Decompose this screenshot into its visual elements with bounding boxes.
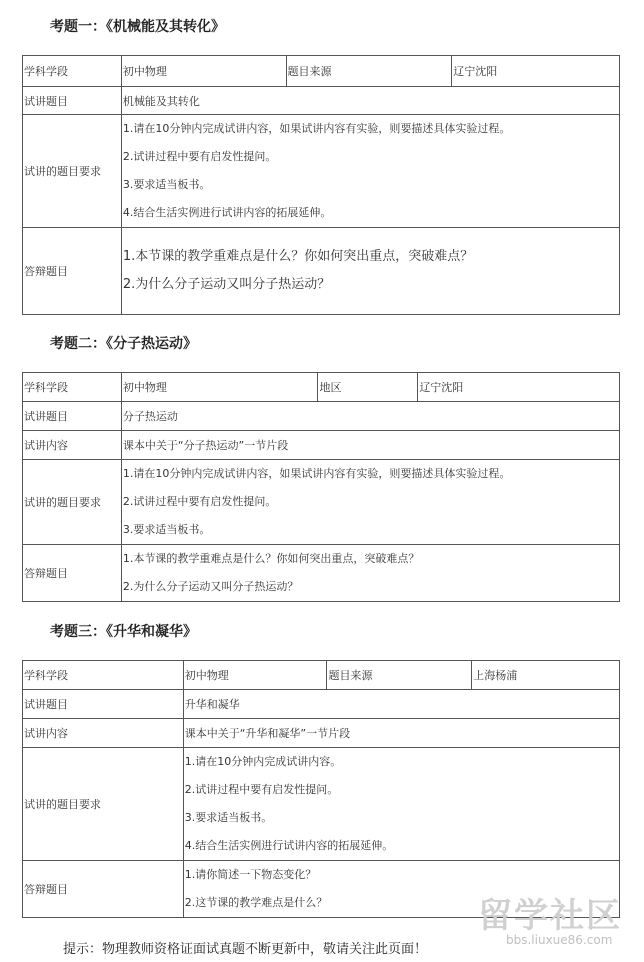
- list-item: 3.要求适当板书。: [122, 523, 211, 536]
- topic1-cell-subject-value: 初中物理: [121, 56, 286, 87]
- topic2-heading-prefix: 考题二：: [50, 336, 106, 352]
- topic2-cell-req-list: [121, 460, 619, 545]
- topic3-cell-title-label: 试讲题目: [23, 690, 184, 719]
- topic1-heading-prefix: 考题一：: [50, 19, 106, 35]
- list-item: 1.请在10分钟内完成试讲内容。: [184, 755, 342, 768]
- topic1-cell-req-list: [121, 115, 619, 228]
- topic3-table: [22, 660, 620, 918]
- topic2-cell-subject-label: 学科学段: [23, 373, 122, 402]
- list-item: 2.试讲过程中要有启发性提问。: [184, 783, 339, 796]
- list-item: 1.请你简述一下物态变化？: [184, 868, 317, 881]
- list-item: 2.试讲过程中要有启发性提问。: [122, 495, 277, 508]
- topic3-heading: [50, 621, 197, 641]
- topic3-cell-subject-value: 初中物理: [183, 661, 327, 690]
- list-item: 3.要求适当板书。: [184, 811, 273, 824]
- topic3-cell-title-value: 升华和凝华: [183, 690, 619, 719]
- topic3-heading-title: 《升华和凝华》: [106, 624, 197, 640]
- topic1-cell-defense-label: 答辩题目: [23, 228, 122, 315]
- topic1-heading: [50, 16, 225, 36]
- topic1-cell-source-label: 题目来源: [286, 56, 452, 87]
- topic2-cell-content-label: 试讲内容: [23, 431, 122, 460]
- topic3-cell-req-label: 试讲的题目要求: [23, 748, 184, 861]
- list-item: 1.请在10分钟内完成试讲内容，如果试讲内容有实验，则要描述具体实验过程。: [122, 122, 511, 135]
- topic3-heading-prefix: 考题三：: [50, 624, 106, 640]
- watermark-url: bbs.liuxue86.com: [506, 933, 613, 947]
- topic3-cell-subject-label: 学科学段: [23, 661, 184, 690]
- list-item: 2.为什么分子运动又叫分子热运动？: [122, 277, 331, 292]
- topic2-heading-title: 《分子热运动》: [106, 336, 197, 352]
- topic1-cell-title-value: 机械能及其转化: [121, 87, 619, 115]
- topic2-table: [22, 372, 620, 602]
- list-item: 2.试讲过程中要有启发性提问。: [122, 150, 277, 163]
- topic3-cell-content-value: 课本中关于“升华和凝华”一节片段: [183, 719, 619, 748]
- topic2-cell-region-value: 辽宁沈阳: [418, 373, 620, 402]
- topic3-cell-defense-label: 答辩题目: [23, 861, 184, 918]
- topic2-heading: [50, 333, 197, 353]
- list-item: 3.要求适当板书。: [122, 178, 211, 191]
- topic2-cell-req-label: 试讲的题目要求: [23, 460, 122, 545]
- list-item: 1.请在10分钟内完成试讲内容，如果试讲内容有实验，则要描述具体实验过程。: [122, 467, 511, 480]
- topic3-cell-req-list: [183, 748, 619, 861]
- topic1-heading-title: 《机械能及其转化》: [106, 19, 225, 35]
- list-item: 2.为什么分子运动又叫分子热运动？: [122, 580, 299, 593]
- watermark-brand: 留学社区: [478, 896, 622, 936]
- topic2-cell-defense-label: 答辩题目: [23, 545, 122, 602]
- list-item: 2.这节课的教学难点是什么？: [184, 896, 328, 909]
- topic2-cell-title-label: 试讲题目: [23, 402, 122, 431]
- topic1-table: [22, 55, 620, 315]
- topic2-cell-region-label: 地区: [318, 373, 418, 402]
- footer-note: 提示：物理教师资格证面试真题不断更新中，敬请关注此页面！: [63, 942, 428, 957]
- topic1-cell-source-value: 辽宁沈阳: [452, 56, 620, 87]
- topic2-cell-content-value: 课本中关于“分子热运动”一节片段: [121, 431, 619, 460]
- topic1-cell-req-label: 试讲的题目要求: [23, 115, 122, 228]
- topic2-cell-defense-list: [121, 545, 619, 602]
- topic1-cell-title-label: 试讲题目: [23, 87, 122, 115]
- watermark: [478, 897, 644, 962]
- topic2-cell-title-value: 分子热运动: [121, 402, 619, 431]
- topic2-cell-subject-value: 初中物理: [121, 373, 318, 402]
- list-item: 1.本节课的教学重难点是什么？你如何突出重点，突破难点？: [122, 249, 474, 264]
- list-item: 1.本节课的教学重难点是什么？你如何突出重点，突破难点？: [122, 552, 420, 565]
- list-item: 4.结合生活实例进行试讲内容的拓展延伸。: [184, 839, 394, 852]
- topic3-cell-source-label: 题目来源: [327, 661, 472, 690]
- topic1-cell-subject-label: 学科学段: [23, 56, 122, 87]
- topic1-cell-defense-list: [121, 228, 619, 315]
- topic3-cell-source-value: 上海杨浦: [472, 661, 620, 690]
- topic3-cell-content-label: 试讲内容: [23, 719, 184, 748]
- list-item: 4.结合生活实例进行试讲内容的拓展延伸。: [122, 206, 332, 219]
